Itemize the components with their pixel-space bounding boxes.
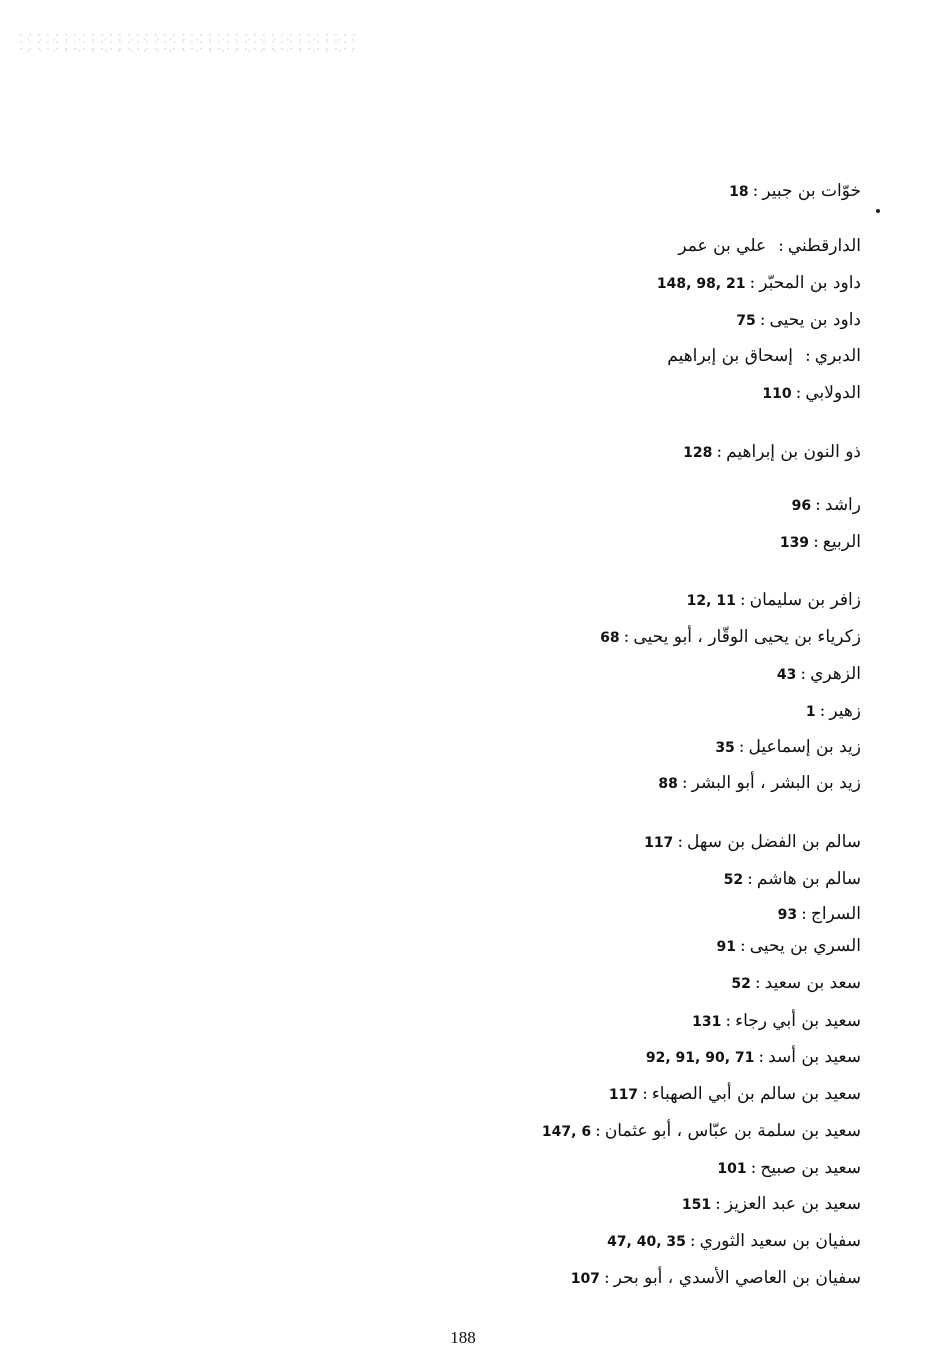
entry-cross-reference: علي بن عمر xyxy=(678,236,767,256)
entry-separator: : xyxy=(758,1047,765,1067)
entry-separator: : xyxy=(681,773,688,793)
index-entry xyxy=(644,831,861,853)
entry-separator: : xyxy=(738,737,745,757)
entry-pages: 93 xyxy=(777,907,798,923)
entry-name: سالم بن الفضل بن سهل xyxy=(687,832,861,852)
entry-name: زهير xyxy=(829,701,861,721)
index-entry xyxy=(731,972,861,994)
entry-separator: : xyxy=(642,1084,648,1104)
entry-separator: : xyxy=(689,1231,696,1251)
entry-pages: 52 xyxy=(731,976,751,992)
entry-pages: 68 xyxy=(600,630,620,646)
entry-separator: : xyxy=(715,1194,721,1214)
entry-name: سفيان بن سعيد الثوري xyxy=(699,1231,861,1251)
index-entry xyxy=(682,1193,861,1215)
entry-name: السري بن يحيى xyxy=(749,936,861,956)
entry-name: سعد بن سعيد xyxy=(764,973,861,993)
entry-pages: 75 xyxy=(736,313,756,329)
entry-name: زكرياء بن يحيى الوقّار ، أبو يحيى xyxy=(633,627,861,647)
entry-pages: 110 xyxy=(762,386,792,402)
entry-name: الزهري xyxy=(810,664,861,684)
entry-pages: 101 xyxy=(717,1161,747,1177)
entry-pages: 18 xyxy=(729,184,749,200)
entry-pages: 1 xyxy=(805,704,816,720)
entry-name: راشد xyxy=(824,495,861,515)
index-entry xyxy=(542,1120,861,1142)
entry-separator: : xyxy=(716,442,723,462)
entry-pages: 151 xyxy=(681,1197,712,1213)
entry-separator: : xyxy=(800,664,807,684)
index-entry xyxy=(658,772,861,794)
entry-name: خوّات بن جبير xyxy=(762,181,861,201)
index-entry xyxy=(600,626,861,648)
index-entry xyxy=(609,1083,861,1105)
entry-separator: : xyxy=(813,532,819,552)
entry-pages: 88 xyxy=(658,776,678,792)
index-entry xyxy=(683,441,861,463)
entry-name: زافر بن سليمان xyxy=(749,590,861,610)
entry-pages: 47, 40, 35 xyxy=(607,1234,686,1250)
page-number: 188 xyxy=(450,1328,476,1347)
entry-separator: : xyxy=(759,310,766,330)
entry-separator: : xyxy=(603,1268,610,1288)
index-entry xyxy=(607,1230,861,1252)
entry-name: زيد بن إسماعيل xyxy=(748,737,861,757)
index-entry xyxy=(792,494,861,516)
entry-separator: : xyxy=(747,869,753,889)
index-entry xyxy=(717,1157,861,1179)
entry-pages: 131 xyxy=(692,1014,722,1030)
entry-name: الربيع xyxy=(822,532,861,552)
entry-name: سفيان بن العاصي الأسدي ، أبو بحر xyxy=(613,1268,861,1288)
entry-name: الدبري xyxy=(814,346,861,366)
entry-name: داود بن يحيى xyxy=(769,310,861,330)
entry-name: سعيد بن سالم بن أبي الصهباء xyxy=(651,1084,861,1104)
index-entry xyxy=(780,531,861,553)
index-entry xyxy=(678,235,861,257)
entry-pages: 12, 11 xyxy=(686,593,736,609)
entry-cross-reference: إسحاق بن إبراهيم xyxy=(667,346,794,366)
entry-separator: : xyxy=(750,1158,757,1178)
entry-separator: : xyxy=(778,236,784,256)
entry-name: سعيد بن سلمة بن عبّاس ، أبو عثمان xyxy=(604,1121,861,1141)
entry-name: ذو النون بن إبراهيم xyxy=(726,442,861,462)
index-entry xyxy=(778,903,861,925)
index-entry xyxy=(724,868,861,890)
scan-noise xyxy=(20,32,360,54)
entry-pages: 128 xyxy=(683,445,713,461)
index-entry xyxy=(692,1010,861,1032)
entry-separator: : xyxy=(801,904,807,924)
entry-separator: : xyxy=(595,1121,601,1141)
index-entry xyxy=(762,382,861,404)
entry-separator: : xyxy=(739,590,746,610)
stray-mark xyxy=(876,209,880,213)
index-entry xyxy=(646,1046,861,1068)
entry-separator: : xyxy=(754,973,761,993)
entry-separator: : xyxy=(740,936,746,956)
index-entry xyxy=(777,663,861,685)
entry-pages: 91 xyxy=(716,939,737,955)
entry-pages: 148, 98, 21 xyxy=(656,276,746,292)
entry-pages: 43 xyxy=(776,667,797,683)
entry-separator: : xyxy=(805,346,811,366)
index-entry xyxy=(667,345,861,367)
index-entry xyxy=(657,272,861,294)
index-entry xyxy=(806,700,861,722)
entry-name: داود بن المحبّر xyxy=(759,273,861,293)
entry-pages: 107 xyxy=(570,1271,600,1287)
index-entry xyxy=(736,309,861,331)
entry-name: الدولابي xyxy=(805,383,861,403)
entry-name: زيد بن البشر ، أبو البشر xyxy=(691,773,861,793)
index-entry xyxy=(571,1267,861,1289)
entry-separator: : xyxy=(623,627,630,647)
entry-pages: 147, 6 xyxy=(541,1124,592,1140)
entry-pages: 92, 91, 90, 71 xyxy=(645,1050,755,1066)
entry-pages: 35 xyxy=(715,740,735,756)
entry-separator: : xyxy=(819,701,826,721)
index-entry xyxy=(715,736,861,758)
entry-name: سعيد بن عبد العزيز xyxy=(724,1194,861,1214)
entry-separator: : xyxy=(725,1011,732,1031)
index-entry xyxy=(729,180,861,202)
entry-name: السراج xyxy=(810,904,861,924)
entry-pages: 52 xyxy=(723,872,744,888)
entry-name: سعيد بن أسد xyxy=(768,1047,861,1067)
entry-pages: 96 xyxy=(791,498,812,514)
entry-pages: 139 xyxy=(779,535,810,551)
entry-name: الدارقطني xyxy=(787,236,861,256)
entry-name: سعيد بن أبي رجاء xyxy=(735,1011,861,1031)
index-entry xyxy=(717,935,861,957)
entry-name: سالم بن هاشم xyxy=(756,869,861,889)
entry-separator: : xyxy=(749,273,756,293)
entry-separator: : xyxy=(677,832,684,852)
entry-pages: 117 xyxy=(608,1087,639,1103)
entry-name: سعيد بن صبيح xyxy=(760,1158,861,1178)
entry-separator: : xyxy=(815,495,821,515)
entry-separator: : xyxy=(795,383,802,403)
index-entry xyxy=(687,589,861,611)
entry-separator: : xyxy=(752,181,759,201)
entry-pages: 117 xyxy=(644,835,674,851)
